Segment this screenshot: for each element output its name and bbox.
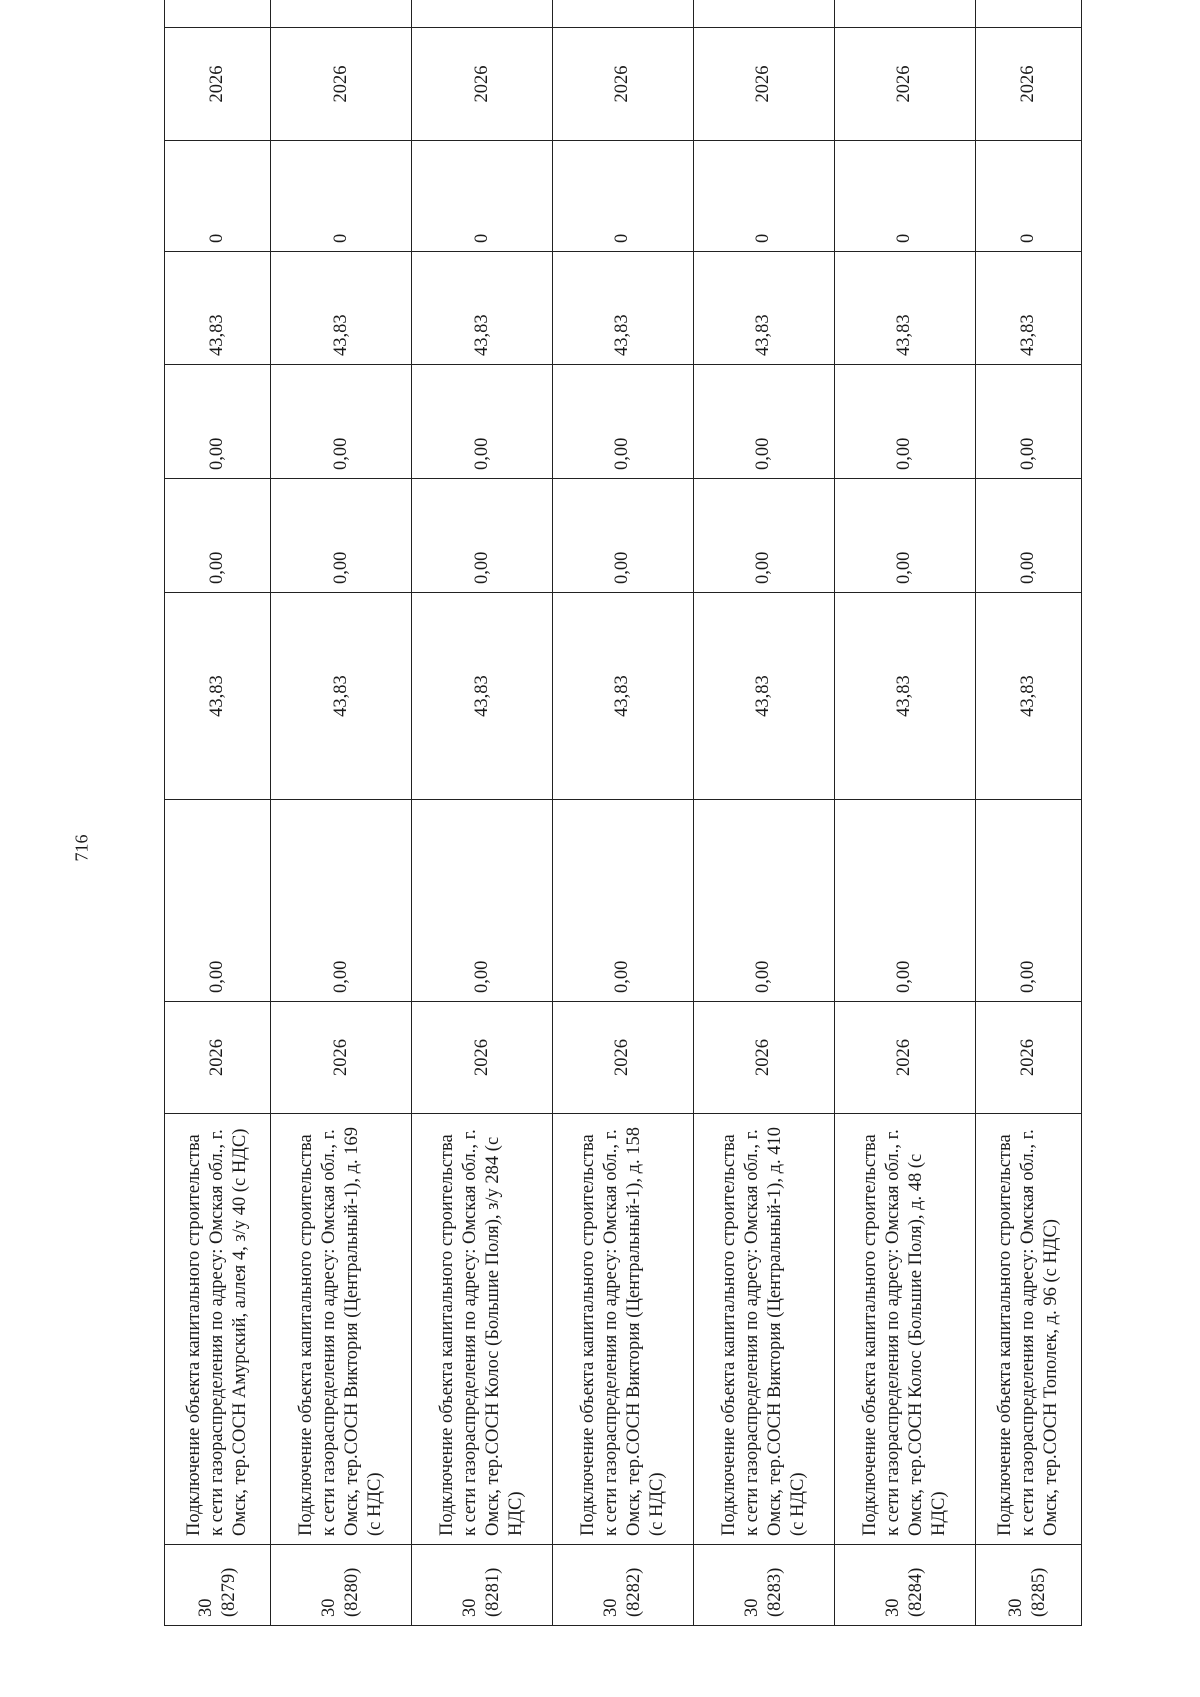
row-number-cell — [693, 1545, 834, 1626]
table-container — [164, 65, 1082, 1626]
row-description: Подключение объекта капитального строительства к сети газораспределения по адресу: Омская обл., г. Омск, тер.СОСН Амурский, аллея 4, з/у 40 (с НДС) — [165, 1114, 271, 1545]
row-value-6: 0 — [975, 141, 1081, 252]
row-year-start: 2026 — [975, 1002, 1081, 1114]
row-description: Подключение объекта капитального строительства к сети газораспределения по адресу: Омская обл., г. Омск, тер.СОСН Тополек, д. 96 (с НДС) — [975, 1114, 1081, 1545]
row-year-2: 2026 — [834, 28, 975, 141]
row-value-1: 0,00 — [975, 800, 1081, 1002]
row-value-3: 0,00 — [834, 479, 975, 593]
row-value-3: 0,00 — [693, 479, 834, 593]
row-value-5: 43,83 — [412, 252, 553, 365]
row-number: 30 — [195, 1598, 216, 1617]
row-value-1: 0,00 — [553, 800, 694, 1002]
row-value-4: 0,00 — [553, 365, 694, 479]
row-value-4: 0,00 — [834, 365, 975, 479]
row-number: 30 — [1006, 1598, 1027, 1617]
row-year-start: 2026 — [834, 1002, 975, 1114]
row-value-2: 43,83 — [975, 593, 1081, 800]
row-description: Подключение объекта капитального строительства к сети газораспределения по адресу: Омская обл., г. Омск, тер.СОСН Виктория (Центральный-1), д. 169 (с НДС) — [271, 1114, 412, 1545]
row-value-2: 43,83 — [412, 593, 553, 800]
row-number-cell — [553, 1545, 694, 1626]
row-number: 30 — [882, 1598, 903, 1617]
row-number-cell — [165, 1545, 271, 1626]
table-row — [975, 0, 1081, 1626]
table-row — [412, 0, 553, 1626]
row-value-2: 43,83 — [165, 593, 271, 800]
row-value-1: 0,00 — [165, 800, 271, 1002]
row-value-5: 43,83 — [553, 252, 694, 365]
row-number: 30 — [741, 1598, 762, 1617]
row-value-6: 0 — [412, 141, 553, 252]
row-description: Подключение объекта капитального строительства к сети газораспределения по адресу: Омская обл., г. Омск, тер.СОСН Виктория (Центральный-1), д. 158 (с НДС) — [553, 1114, 694, 1545]
row-year-3 — [693, 0, 834, 28]
row-value-1: 0,00 — [693, 800, 834, 1002]
row-value-2: 43,83 — [834, 593, 975, 800]
row-year-2: 2026 — [271, 28, 412, 141]
row-value-6: 0 — [165, 141, 271, 252]
row-value-6: 0 — [693, 141, 834, 252]
row-value-5: 43,83 — [693, 252, 834, 365]
table-row — [553, 0, 694, 1626]
row-value-4: 0,00 — [271, 365, 412, 479]
table-row — [271, 0, 412, 1626]
row-value-4: 0,00 — [165, 365, 271, 479]
row-code: (8280) — [342, 1567, 363, 1617]
row-value-5: 43,83 — [165, 252, 271, 365]
row-value-5: 43,83 — [975, 252, 1081, 365]
row-year-3 — [412, 0, 553, 28]
row-value-2: 43,83 — [693, 593, 834, 800]
row-value-5: 43,83 — [834, 252, 975, 365]
row-number: 30 — [600, 1598, 621, 1617]
row-value-3: 0,00 — [412, 479, 553, 593]
row-code: (8279) — [218, 1567, 239, 1617]
row-year-2: 2026 — [412, 28, 553, 141]
row-value-6: 0 — [834, 141, 975, 252]
row-number: 30 — [319, 1598, 340, 1617]
row-number-cell — [975, 1545, 1081, 1626]
page-number: 716 — [71, 834, 92, 862]
row-number-cell — [271, 1545, 412, 1626]
row-value-3: 0,00 — [553, 479, 694, 593]
data-table — [164, 0, 1082, 1626]
row-value-1: 0,00 — [412, 800, 553, 1002]
row-year-start: 2026 — [693, 1002, 834, 1114]
row-description: Подключение объекта капитального строительства к сети газораспределения по адресу: Омская обл., г. Омск, тер.СОСН Виктория (Центральный-1), д. 410 (с НДС) — [693, 1114, 834, 1545]
table-row — [693, 0, 834, 1626]
row-year-3 — [553, 0, 694, 28]
row-value-3: 0,00 — [271, 479, 412, 593]
row-year-start: 2026 — [412, 1002, 553, 1114]
row-value-5: 43,83 — [271, 252, 412, 365]
row-value-6: 0 — [553, 141, 694, 252]
row-description: Подключение объекта капитального строительства к сети газораспределения по адресу: Омская обл., г. Омск, тер.СОСН Колос (Большие Поля), д. 48 (с НДС) — [834, 1114, 975, 1545]
row-value-4: 0,00 — [693, 365, 834, 479]
row-year-start: 2026 — [165, 1002, 271, 1114]
row-value-2: 43,83 — [271, 593, 412, 800]
row-value-3: 0,00 — [165, 479, 271, 593]
row-year-2: 2026 — [975, 28, 1081, 141]
row-code: (8285) — [1029, 1567, 1050, 1617]
row-number: 30 — [460, 1598, 481, 1617]
row-year-3 — [975, 0, 1081, 28]
row-year-3 — [165, 0, 271, 28]
row-code: (8284) — [905, 1567, 926, 1617]
row-year-2: 2026 — [165, 28, 271, 141]
row-year-start: 2026 — [553, 1002, 694, 1114]
row-value-3: 0,00 — [975, 479, 1081, 593]
row-number-cell — [834, 1545, 975, 1626]
row-value-1: 0,00 — [271, 800, 412, 1002]
row-value-6: 0 — [271, 141, 412, 252]
row-year-2: 2026 — [693, 28, 834, 141]
row-year-2: 2026 — [553, 28, 694, 141]
row-value-2: 43,83 — [553, 593, 694, 800]
row-code: (8281) — [483, 1567, 504, 1617]
row-code: (8283) — [764, 1567, 785, 1617]
row-year-3 — [834, 0, 975, 28]
row-description: Подключение объекта капитального строительства к сети газораспределения по адресу: Омская обл., г. Омск, тер.СОСН Колос (Большие Поля), з/у 284 (с НДС) — [412, 1114, 553, 1545]
table-row — [834, 0, 975, 1626]
row-number-cell — [412, 1545, 553, 1626]
row-year-3 — [271, 0, 412, 28]
row-code: (8282) — [623, 1567, 644, 1617]
row-value-4: 0,00 — [412, 365, 553, 479]
row-year-start: 2026 — [271, 1002, 412, 1114]
table-body — [165, 0, 1082, 1626]
row-value-1: 0,00 — [834, 800, 975, 1002]
table-row — [165, 0, 271, 1626]
row-value-4: 0,00 — [975, 365, 1081, 479]
